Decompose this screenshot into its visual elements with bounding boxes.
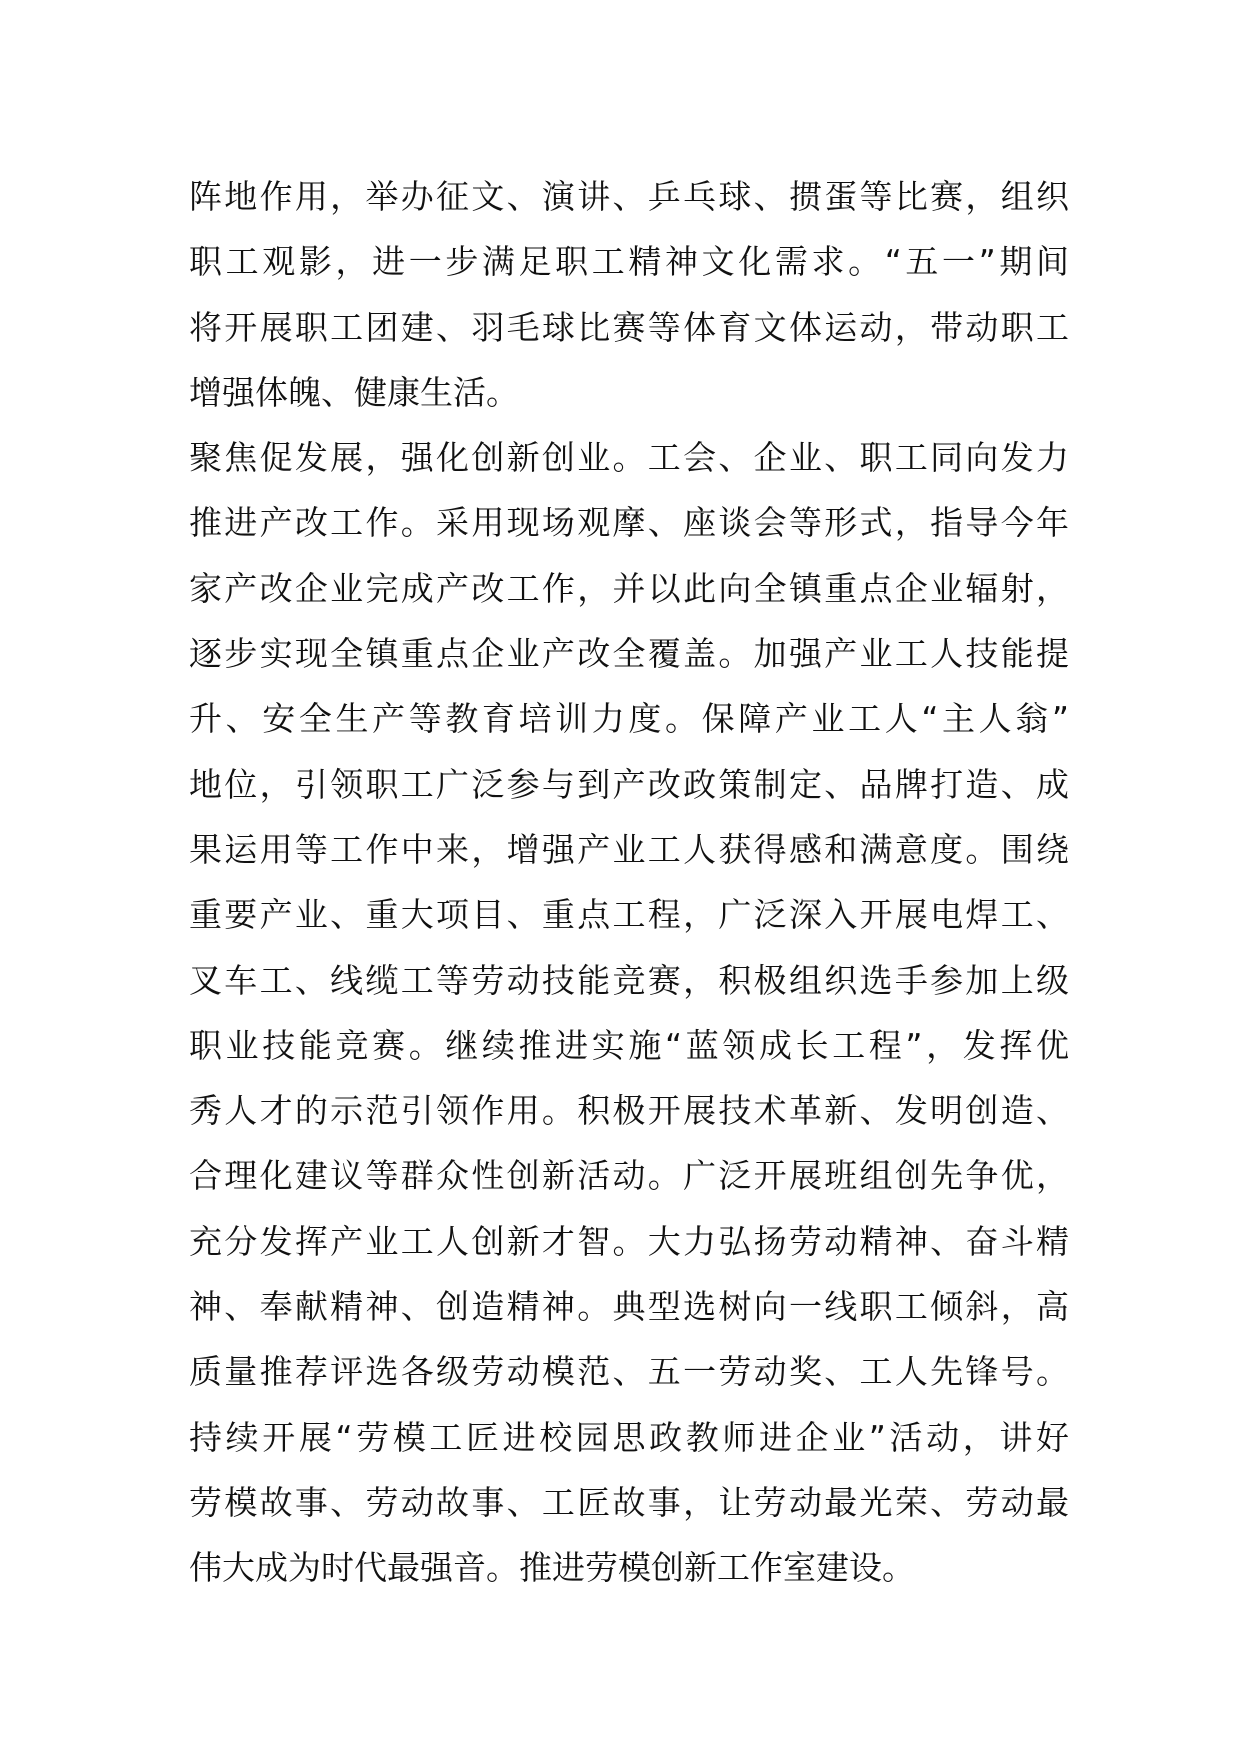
text-line: 神、奉献精神、创造精神。典型选树向一线职工倾斜，高 <box>189 1287 1069 1327</box>
text-line: 将开展职工团建、羽毛球比赛等体育文体运动，带动职工 <box>189 307 1069 347</box>
text-line: 推进产改工作。采用现场观摩、座谈会等形式，指导今年 <box>189 503 1069 543</box>
text-line: 聚焦促发展，强化创新创业。工会、企业、职工同向发力 <box>189 438 1069 478</box>
text-line: 职工观影，进一步满足职工精神文化需求。“五一”期间 <box>189 242 1069 282</box>
text-line: 家产改企业完成产改工作，并以此向全镇重点企业辐射， <box>189 568 1069 608</box>
text-line: 秀人才的示范引领作用。积极开展技术革新、发明创造、 <box>189 1091 1069 1131</box>
text-line: 阵地作用，举办征文、演讲、乒乓球、掼蛋等比赛，组织 <box>189 177 1069 216</box>
text-line: 重要产业、重大项目、重点工程，广泛深入开展电焊工、 <box>189 895 1069 935</box>
text-line: 职业技能竞赛。继续推进实施“蓝领成长工程”，发挥优 <box>189 1025 1069 1065</box>
text-line: 充分发挥产业工人创新才智。大力弘扬劳动精神、奋斗精 <box>189 1221 1069 1261</box>
text-line: 伟大成为时代最强音。推进劳模创新工作室建设。 <box>189 1548 915 1588</box>
text-line: 逐步实现全镇重点企业产改全覆盖。加强产业工人技能提 <box>189 634 1069 674</box>
paragraph-2 <box>189 425 1069 1600</box>
paragraph-1 <box>189 164 1069 425</box>
text-line: 质量推荐评选各级劳动模范、五一劳动奖、工人先锋号。 <box>189 1352 1069 1392</box>
body-text <box>189 164 1069 1601</box>
text-line: 叉车工、线缆工等劳动技能竞赛，积极组织选手参加上级 <box>189 960 1069 1000</box>
text-line: 劳模故事、劳动故事、工匠故事，让劳动最光荣、劳动最 <box>189 1482 1069 1522</box>
text-line: 果运用等工作中来，增强产业工人获得感和满意度。围绕 <box>189 829 1069 869</box>
text-line: 持续开展“劳模工匠进校园思政教师进企业”活动，讲好 <box>189 1417 1069 1457</box>
text-line: 合理化建议等群众性创新活动。广泛开展班组创先争优， <box>189 1156 1069 1196</box>
text-line: 升、安全生产等教育培训力度。保障产业工人“主人翁” <box>189 699 1069 739</box>
text-line: 地位，引领职工广泛参与到产改政策制定、品牌打造、成 <box>189 764 1069 804</box>
text-line: 增强体魄、健康生活。 <box>189 372 519 412</box>
